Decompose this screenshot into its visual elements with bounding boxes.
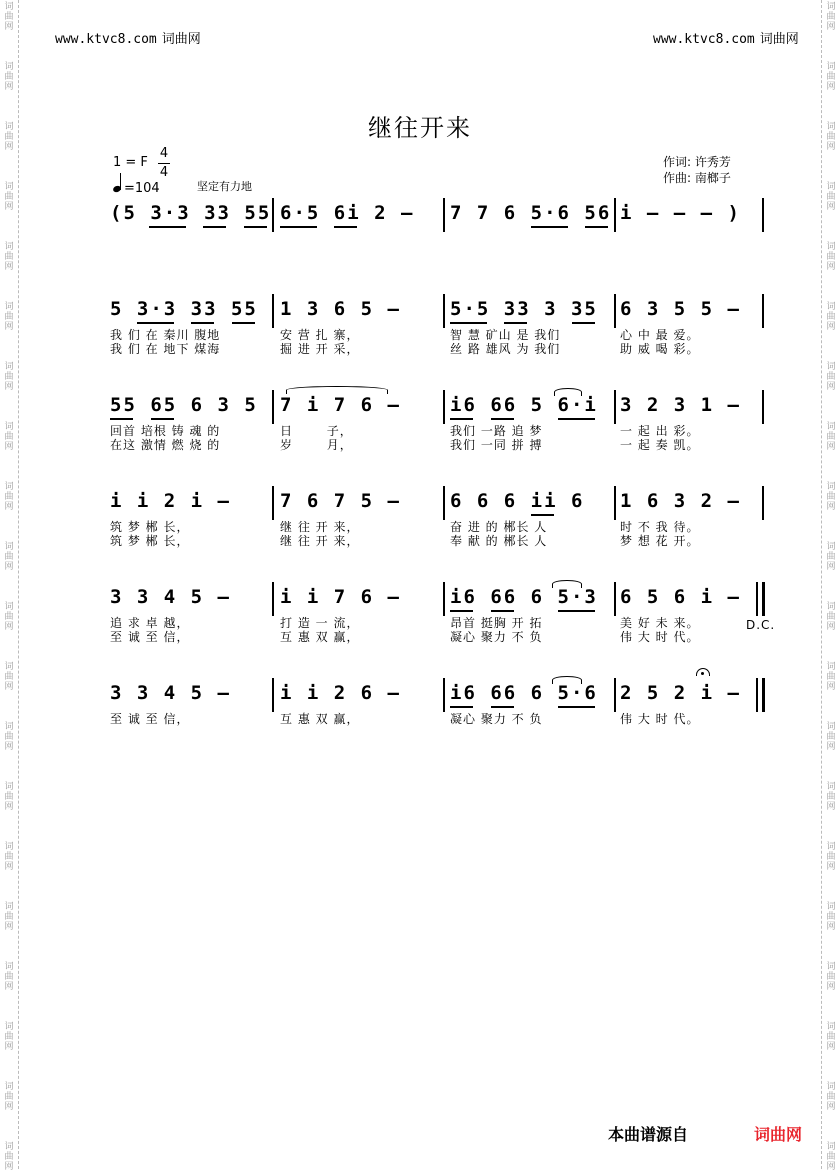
header-site-right[interactable]	[653, 28, 799, 47]
watermark-text: 词 曲 网	[826, 242, 836, 272]
watermark-text: 词 曲 网	[4, 782, 14, 812]
watermark-text: 词 曲 网	[826, 302, 836, 332]
lyric-text: 打 造 一 流，	[280, 616, 360, 630]
barline	[272, 390, 274, 424]
lyric-text: 美 好 未 来。	[620, 616, 700, 630]
lyric-text: 至 诚 至 信，	[110, 630, 190, 644]
lyric-text: 我 们 在 地下 煤海	[110, 342, 221, 356]
measure-notes: 7 i 7 6 –	[280, 394, 401, 416]
watermark-text: 词 曲 网	[4, 2, 14, 32]
barline	[614, 198, 616, 232]
measure-notes: 2 5 2 i –	[620, 682, 741, 704]
time-top: 4	[159, 146, 169, 161]
barline	[614, 486, 616, 520]
eighth-beam	[491, 418, 514, 420]
barline	[762, 198, 764, 232]
watermark-text: 词 曲 网	[4, 422, 14, 452]
lyric-text: 丝 路 雄风 为 我们	[450, 342, 561, 356]
eighth-beam	[531, 514, 554, 516]
barline	[762, 390, 764, 424]
key-signature: 1 = F	[113, 155, 148, 170]
measure-notes: 6 3 5 5 –	[620, 298, 741, 320]
lyric-text: 心 中 最 爱。	[620, 328, 700, 342]
watermark-text: 词 曲 网	[826, 62, 836, 92]
lyric-text: 智 慧 矿山 是 我们	[450, 328, 561, 342]
measure-notes: 55 65 6 3 5	[110, 394, 258, 416]
barline	[614, 390, 616, 424]
lyric-text: 筑 梦 郴 长，	[110, 520, 190, 534]
time-bottom: 4	[159, 165, 169, 180]
measure-notes: i i 7 6 –	[280, 586, 401, 608]
eighth-beam	[531, 226, 568, 228]
measure-notes: i i 2 i –	[110, 490, 231, 512]
lyric-text: 掘 进 开 采，	[280, 342, 360, 356]
header-site-left[interactable]	[55, 28, 201, 47]
eighth-beam	[558, 610, 595, 612]
lyricist-credit: 作词: 许秀芳	[663, 155, 731, 169]
final-barline	[762, 678, 765, 712]
watermark-text: 词 曲 网	[4, 182, 14, 212]
barline	[272, 294, 274, 328]
watermark-text: 词 曲 网	[826, 842, 836, 872]
eighth-beam	[151, 418, 174, 420]
barline	[614, 678, 616, 712]
lyric-text: 时 不 我 待。	[620, 520, 700, 534]
eighth-beam	[203, 226, 226, 228]
barline	[272, 198, 274, 232]
measure-notes: i6 66 5 6·i	[450, 394, 598, 416]
barline	[762, 486, 764, 520]
lyric-text: 昂首 挺胸 开 拓	[450, 616, 543, 630]
measure-notes: i6 66 6 5·6	[450, 682, 598, 704]
slur-mark	[552, 580, 582, 588]
measure-notes: 6 6 6 ii 6	[450, 490, 585, 512]
measure-notes: (5 3·3 33 55	[110, 202, 272, 224]
barline	[443, 294, 445, 328]
barline-thin	[756, 678, 758, 712]
watermark-text: 词 曲 网	[826, 782, 836, 812]
dc-mark: D.C.	[746, 618, 776, 632]
lyric-text: 伟 大 时 代。	[620, 712, 700, 726]
watermark-text: 词 曲 网	[826, 1142, 836, 1172]
watermark-text: 词 曲 网	[826, 422, 836, 452]
watermark-text: 词 曲 网	[4, 62, 14, 92]
measure-notes: 7 6 7 5 –	[280, 490, 401, 512]
watermark-text: 词 曲 网	[4, 722, 14, 752]
measure-notes: 5·5 33 3 35	[450, 298, 598, 320]
lyric-text: 一 起 奏 凯。	[620, 438, 700, 452]
lyric-text: 奉 献 的 郴长 人	[450, 534, 548, 548]
barline	[272, 582, 274, 616]
barline	[762, 294, 764, 328]
footer-source-label: 本曲谱源自	[608, 1125, 689, 1144]
eighth-beam	[558, 706, 595, 708]
eighth-beam	[491, 706, 514, 708]
measure-notes: i6 66 6 5·3	[450, 586, 598, 608]
lyric-text: 我 们 在 秦川 腹地	[110, 328, 221, 342]
left-watermark-strip	[0, 0, 19, 1169]
eighth-beam	[450, 706, 473, 708]
slur-mark	[286, 386, 388, 394]
right-watermark-strip	[821, 0, 840, 1169]
watermark-text: 词 曲 网	[826, 1082, 836, 1112]
footer-source-site[interactable]: 词曲网	[754, 1125, 803, 1144]
lyric-text: 凝心 聚力 不 负	[450, 630, 543, 644]
header-sitename-left[interactable]: 词曲网	[161, 32, 201, 47]
header-url-right[interactable]: www.ktvc8.com	[653, 32, 755, 47]
eighth-beam	[149, 226, 186, 228]
eighth-beam	[585, 226, 608, 228]
eighth-beam	[244, 226, 267, 228]
tempo-mark: =104	[124, 181, 160, 196]
lyric-text: 助 威 喝 彩。	[620, 342, 700, 356]
watermark-text: 词 曲 网	[826, 962, 836, 992]
watermark-text: 词 曲 网	[4, 1082, 14, 1112]
watermark-text: 词 曲 网	[4, 1022, 14, 1052]
watermark-text: 词 曲 网	[4, 902, 14, 932]
watermark-text: 词 曲 网	[4, 602, 14, 632]
lyric-text: 安 营 扎 寨，	[280, 328, 360, 342]
watermark-text: 词 曲 网	[4, 662, 14, 692]
measure-notes: 1 6 3 2 –	[620, 490, 741, 512]
measure-notes: i i 2 6 –	[280, 682, 401, 704]
quarter-note-icon	[113, 173, 120, 192]
barline	[443, 390, 445, 424]
watermark-text: 词 曲 网	[4, 302, 14, 332]
eighth-beam	[450, 418, 473, 420]
barline-thin	[756, 582, 758, 616]
lyric-text: 梦 想 花 开。	[620, 534, 700, 548]
watermark-text: 词 曲 网	[826, 602, 836, 632]
eighth-beam	[450, 610, 473, 612]
watermark-text: 词 曲 网	[4, 122, 14, 152]
time-divider	[158, 163, 170, 164]
eighth-beam	[191, 322, 214, 324]
lyric-text: 我们 一同 拼 搏	[450, 438, 543, 452]
measure-notes: 3 3 4 5 –	[110, 682, 231, 704]
header-url-left[interactable]: www.ktvc8.com	[55, 32, 157, 47]
lyric-text: 至 诚 至 信，	[110, 712, 190, 726]
watermark-text: 词 曲 网	[4, 962, 14, 992]
eighth-beam	[491, 610, 514, 612]
eighth-beam	[558, 418, 595, 420]
eighth-beam	[280, 226, 317, 228]
time-signature	[158, 146, 170, 181]
slur-mark	[554, 388, 582, 396]
composer-credit: 作曲: 南榔子	[663, 171, 731, 185]
eighth-beam	[137, 322, 174, 324]
fermata-icon	[696, 668, 710, 676]
lyric-text: 凝心 聚力 不 负	[450, 712, 543, 726]
lyric-text: 奋 进 的 郴长 人	[450, 520, 548, 534]
measure-notes: i – – – )	[620, 202, 741, 224]
slur-mark	[552, 676, 582, 684]
header-sitename-right[interactable]: 词曲网	[759, 32, 799, 47]
lyric-text: 我们 一路 追 梦	[450, 424, 543, 438]
watermark-text: 词 曲 网	[4, 482, 14, 512]
watermark-text: 词 曲 网	[826, 542, 836, 572]
watermark-text: 词 曲 网	[4, 1142, 14, 1172]
lyric-text: 筑 梦 郴 长，	[110, 534, 190, 548]
lyric-text: 岁 月，	[280, 438, 353, 452]
barline	[614, 582, 616, 616]
final-barline	[762, 582, 765, 616]
eighth-beam	[232, 322, 255, 324]
lyric-text: 继 往 开 来，	[280, 534, 360, 548]
expression-mark: 坚定有力地	[197, 180, 252, 193]
watermark-text: 词 曲 网	[826, 182, 836, 212]
eighth-beam	[334, 226, 357, 228]
barline	[443, 582, 445, 616]
watermark-text: 词 曲 网	[826, 122, 836, 152]
measure-notes: 6·5 6i 2 –	[280, 202, 415, 224]
watermark-text: 词 曲 网	[826, 902, 836, 932]
barline	[614, 294, 616, 328]
barline	[443, 678, 445, 712]
lyric-text: 一 起 出 彩。	[620, 424, 700, 438]
song-title: 继往开来	[368, 114, 472, 142]
measure-notes: 1 3 6 5 –	[280, 298, 401, 320]
watermark-text: 词 曲 网	[4, 242, 14, 272]
watermark-text: 词 曲 网	[4, 542, 14, 572]
lyric-text: 伟 大 时 代。	[620, 630, 700, 644]
lyric-text: 日 子，	[280, 424, 353, 438]
lyric-text: 在这 激情 燃 烧 的	[110, 438, 221, 452]
eighth-beam	[450, 322, 487, 324]
watermark-text: 词 曲 网	[826, 662, 836, 692]
measure-notes: 5 3·3 33 55	[110, 298, 258, 320]
lyric-text: 互 惠 双 赢，	[280, 712, 360, 726]
barline	[272, 486, 274, 520]
barline	[443, 198, 445, 232]
watermark-text: 词 曲 网	[826, 1022, 836, 1052]
measure-notes: 3 2 3 1 –	[620, 394, 741, 416]
lyric-text: 回首 培根 铸 魂 的	[110, 424, 221, 438]
measure-notes: 7 7 6 5·6 56	[450, 202, 612, 224]
lyric-text: 互 惠 双 赢，	[280, 630, 360, 644]
lyric-text: 追 求 卓 越，	[110, 616, 190, 630]
barline	[443, 486, 445, 520]
watermark-text: 词 曲 网	[826, 722, 836, 752]
watermark-text: 词 曲 网	[4, 842, 14, 872]
barline	[272, 678, 274, 712]
eighth-beam	[572, 322, 595, 324]
lyric-text: 继 往 开 来，	[280, 520, 360, 534]
watermark-text: 词 曲 网	[4, 362, 14, 392]
eighth-beam	[110, 418, 133, 420]
watermark-text: 词 曲 网	[826, 2, 836, 32]
measure-notes: 6 5 6 i –	[620, 586, 741, 608]
measure-notes: 3 3 4 5 –	[110, 586, 231, 608]
watermark-text: 词 曲 网	[826, 482, 836, 512]
eighth-beam	[504, 322, 527, 324]
watermark-text: 词 曲 网	[826, 362, 836, 392]
